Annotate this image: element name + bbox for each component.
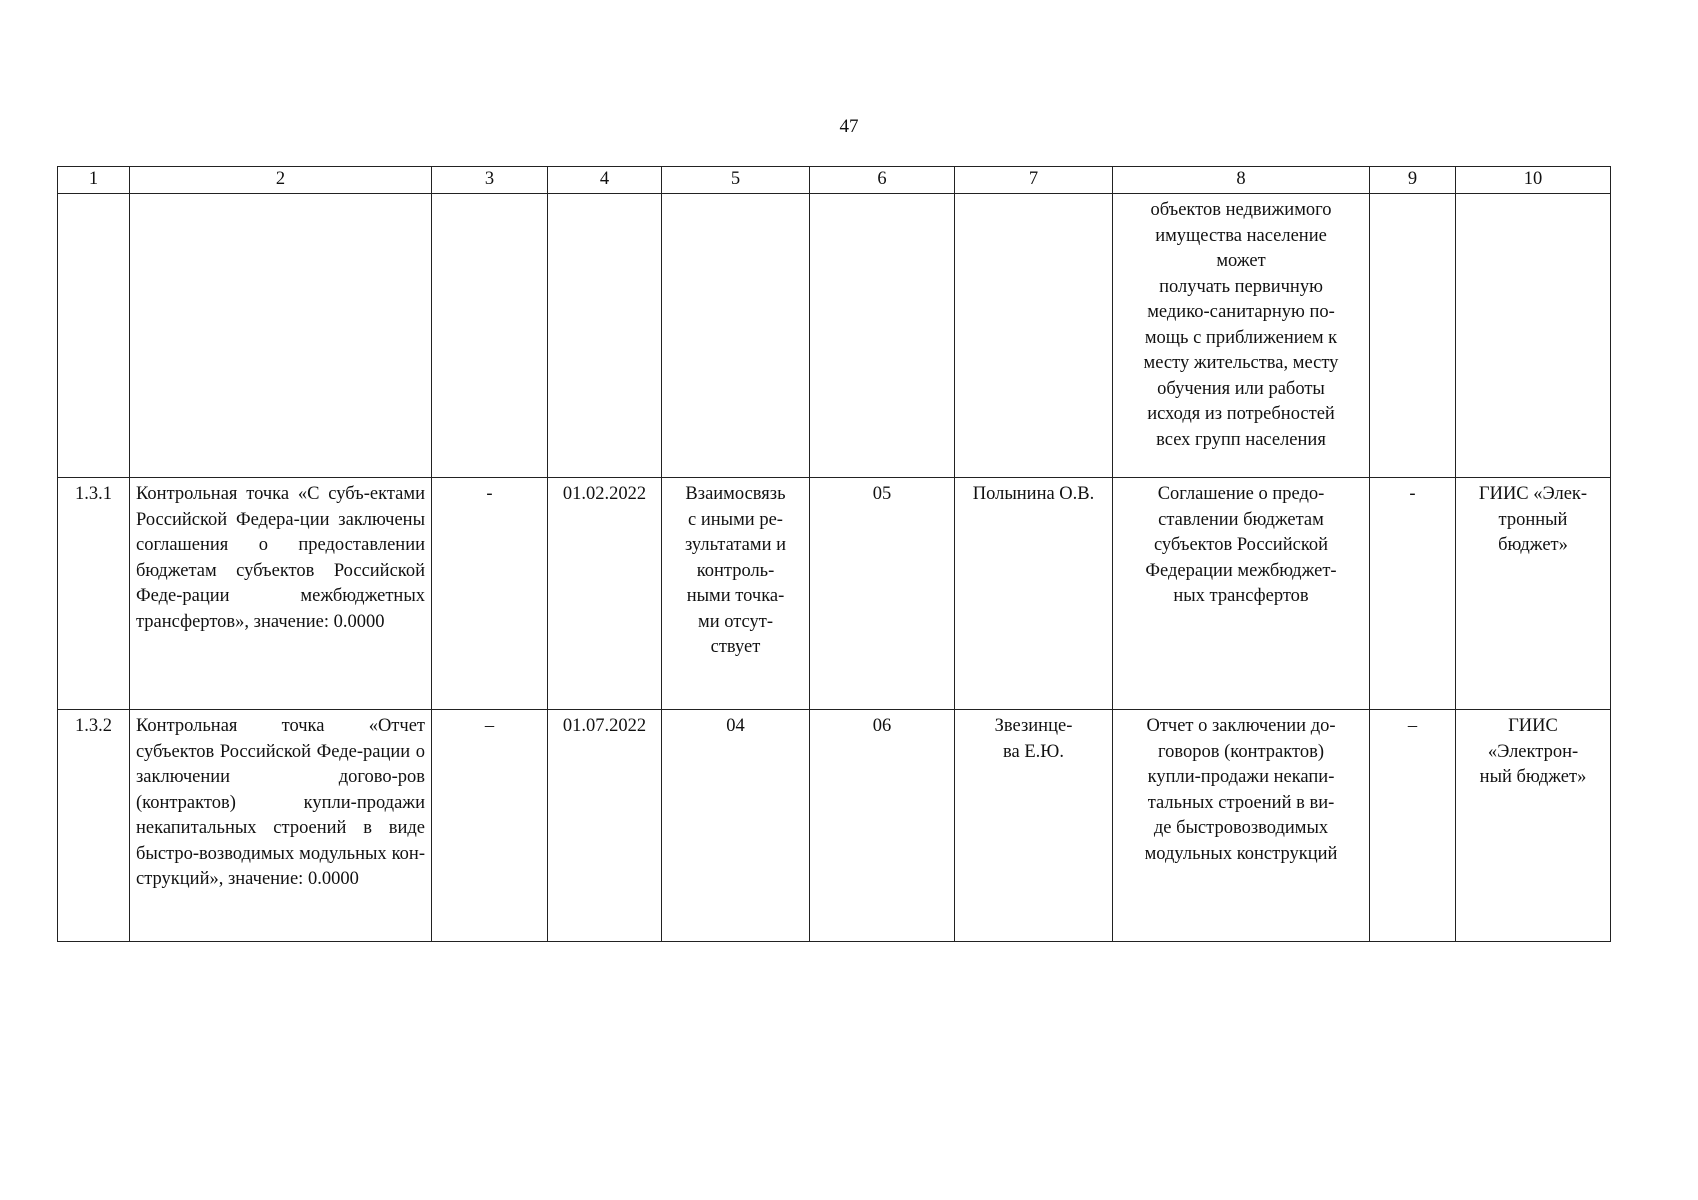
table-cell	[955, 194, 1113, 478]
column-header-10: 10	[1456, 167, 1611, 194]
table-cell	[432, 194, 548, 478]
row-system: ГИИС «Элек- тронный бюджет»	[1456, 478, 1611, 710]
table-cell	[1456, 194, 1611, 478]
row-date: 01.02.2022	[548, 478, 662, 710]
row-date: 01.07.2022	[548, 710, 662, 942]
row-col9: -	[1370, 478, 1456, 710]
table-row	[58, 478, 1611, 710]
row-col6: 05	[810, 478, 955, 710]
row-number: 1.3.1	[58, 478, 130, 710]
table-cell	[130, 194, 432, 478]
row-responsible: Полынина О.В.	[955, 478, 1113, 710]
column-header-1: 1	[58, 167, 130, 194]
column-header-8: 8	[1113, 167, 1370, 194]
column-header-4: 4	[548, 167, 662, 194]
table-row	[58, 710, 1611, 942]
row-document: Отчет о заключении до- говоров (контрактов) купли-продажи некапи- тальных строений в ви- де быстровозводимых модульных конструкций	[1113, 710, 1370, 942]
row-col6: 06	[810, 710, 955, 942]
control-points-table	[57, 166, 1611, 942]
row-name: Контрольная точка «С субъ-ектами Российской Федера-ции заключены соглашения о предоставлении бюджетам субъектов Российской Феде-рации межбюджетных трансфертов», значение: 0.0000	[130, 478, 432, 710]
row-name: Контрольная точка «Отчет субъектов Российской Феде-рации о заключении догово-ров (контрактов) купли-продажи некапитальных строений в виде быстро-возводимых модульных кон-струкций», значение: 0.0000	[130, 710, 432, 942]
table-cell	[1370, 194, 1456, 478]
row-col5: Взаимосвязь с иными ре- зультатами и контроль- ными точка- ми отсут- ствует	[662, 478, 810, 710]
table-cell	[548, 194, 662, 478]
row-system: ГИИС «Электрон- ный бюджет»	[1456, 710, 1611, 942]
row-responsible: Звезинце- ва Е.Ю.	[955, 710, 1113, 942]
row-col5: 04	[662, 710, 810, 942]
row-col3: –	[432, 710, 548, 942]
table-cell	[810, 194, 955, 478]
column-header-5: 5	[662, 167, 810, 194]
column-header-6: 6	[810, 167, 955, 194]
column-header-2: 2	[130, 167, 432, 194]
column-header-9: 9	[1370, 167, 1456, 194]
table-cell	[662, 194, 810, 478]
page-number: 47	[839, 116, 859, 137]
row-document: Соглашение о предо- ставлении бюджетам субъектов Российской Федерации межбюджет- ных трансфертов	[1113, 478, 1370, 710]
continuation-text: объектов недвижимого имущества население может получать первичную медико-санитарную по- мощь с приближением к месту жительства, месту обучения или работы исходя из потребностей всех групп населения	[1113, 194, 1370, 478]
column-header-3: 3	[432, 167, 548, 194]
table-cell	[58, 194, 130, 478]
column-header-7: 7	[955, 167, 1113, 194]
row-col9: –	[1370, 710, 1456, 942]
continuation-row	[58, 194, 1611, 478]
row-number: 1.3.2	[58, 710, 130, 942]
column-number-header-row	[58, 167, 1611, 194]
row-col3: -	[432, 478, 548, 710]
